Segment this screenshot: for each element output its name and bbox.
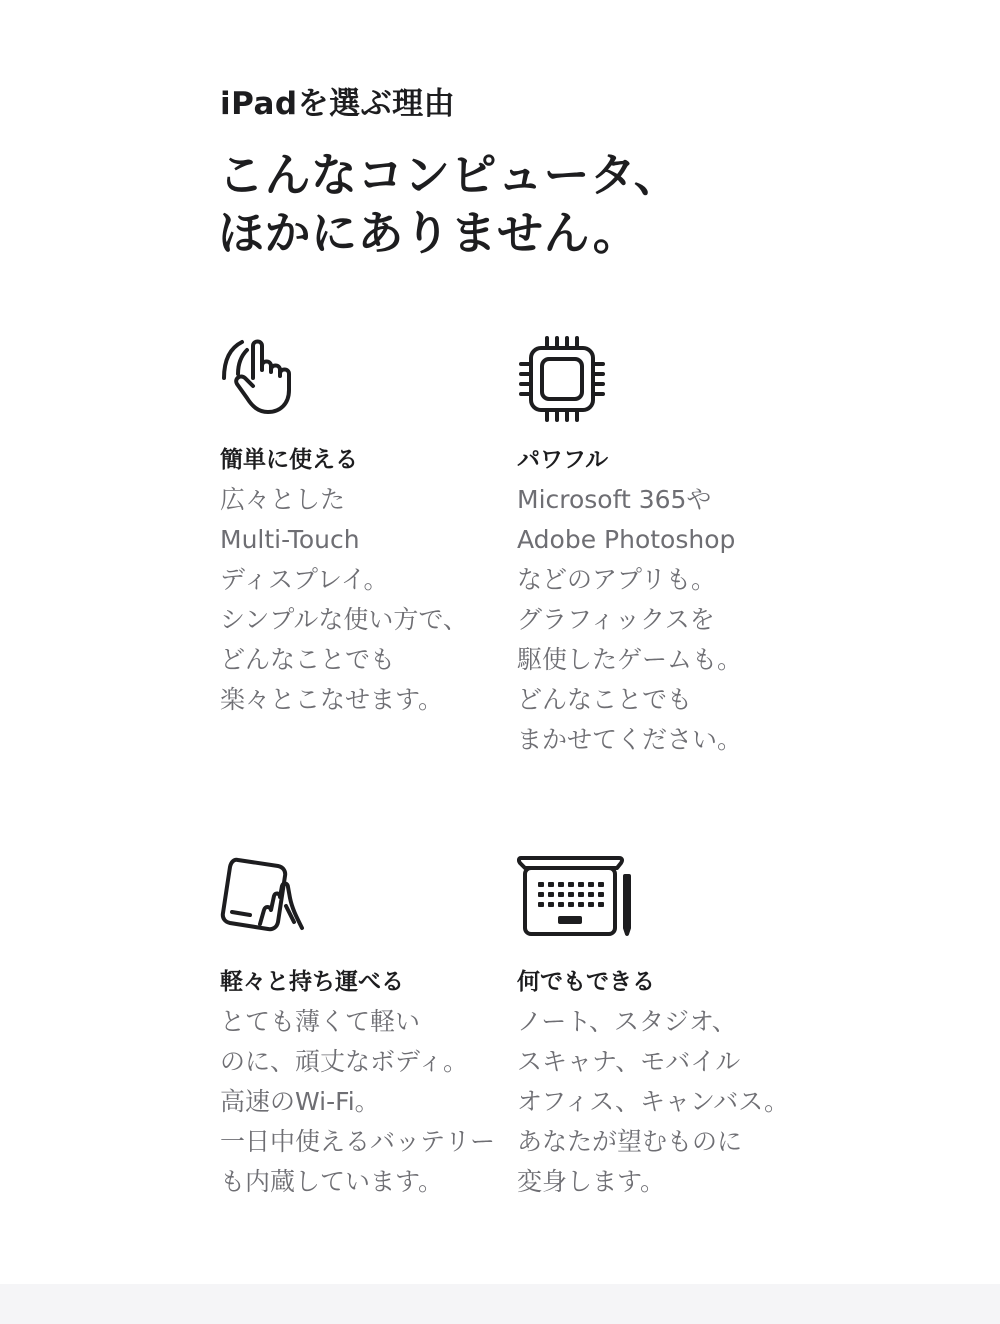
description-line: ノート、スタジオ、 xyxy=(517,1007,737,1036)
description-line: などのアプリも。 xyxy=(517,565,717,594)
feature-description xyxy=(220,480,468,720)
feature-title: 何でもできる xyxy=(517,969,655,995)
description-line: 変身します。 xyxy=(517,1167,666,1196)
chip-icon xyxy=(517,334,607,424)
ipad-in-hand-icon xyxy=(220,856,310,946)
footer-band xyxy=(0,1284,1000,1324)
description-line: 高速のWi-Fi。 xyxy=(220,1087,380,1116)
keyboard-pencil-icon xyxy=(517,856,607,946)
description-line: のに、頑丈なボディ。 xyxy=(220,1047,469,1076)
headline-line: ほかにありません。 xyxy=(218,206,640,260)
description-line: まかせてください。 xyxy=(517,725,743,754)
description-line: あなたが望むものに xyxy=(517,1127,743,1156)
description-line: Multi-Touch xyxy=(220,525,360,554)
description-line: 駆使したゲームも。 xyxy=(517,645,743,674)
description-line: Adobe Photoshop xyxy=(517,525,736,554)
description-line: 広々とした xyxy=(220,485,346,514)
description-line: とても薄くて軽い xyxy=(220,1007,421,1036)
section-eyebrow: iPadを選ぶ理由 xyxy=(220,86,456,122)
description-line: グラフィックスを xyxy=(517,605,715,634)
section-headline xyxy=(218,146,680,262)
feature-description xyxy=(517,1002,789,1202)
feature-title: 軽々と持ち運べる xyxy=(220,969,404,995)
description-line: シンプルな使い方で、 xyxy=(220,605,468,634)
touch-hand-icon xyxy=(220,334,310,424)
description-line: ディスプレイ。 xyxy=(220,565,389,594)
feature-title: パワフル xyxy=(517,447,609,473)
description-line: スキャナ、モバイル xyxy=(517,1047,741,1076)
description-line: どんなことでも xyxy=(517,685,693,714)
feature-title: 簡単に使える xyxy=(220,447,358,473)
description-line: 楽々とこなせます。 xyxy=(220,685,444,714)
headline-line: こんなコンピュータ、 xyxy=(218,148,681,202)
feature-description xyxy=(220,1002,495,1202)
description-line: 一日中使えるバッテリー xyxy=(220,1127,496,1156)
description-line: オフィス、キャンバス。 xyxy=(517,1087,790,1116)
description-line: も内蔵しています。 xyxy=(220,1167,444,1196)
description-line: Microsoft 365や xyxy=(517,485,712,514)
description-line: どんなことでも xyxy=(220,645,396,674)
feature-description xyxy=(517,480,742,760)
